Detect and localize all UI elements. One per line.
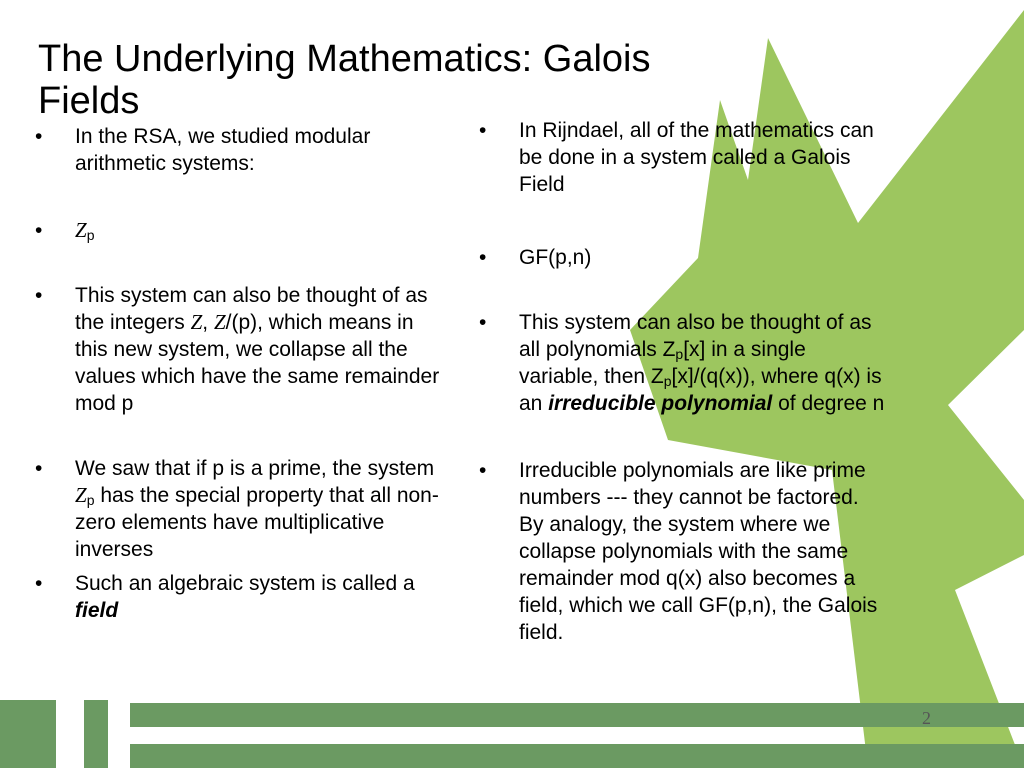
bullet-text: This system can also be thought of as all polynomials Z	[519, 311, 872, 361]
bullet-irreducible-primes	[476, 457, 888, 646]
bullet-text: has the special property that all non-zero elements have multiplicative inverses	[75, 484, 439, 561]
bullet-text: [x]/(q(x)), where q(x) is an	[519, 365, 882, 415]
bullet-field	[32, 570, 447, 624]
z-symbol: Z	[190, 310, 203, 334]
bullet-rsa-modular	[32, 123, 447, 177]
bullet-text: Irreducible polynomials are like prime numbers --- they cannot be factored. By analogy, the system where we collapse polynomials with the same remainder mod q(x) also becomes a field, which we call GF(p,n), the Galois field.	[519, 459, 878, 644]
right-column	[476, 117, 888, 684]
bullet-text: of degree n	[772, 392, 885, 415]
bullet-text: Such an algebraic system is called a	[75, 572, 415, 595]
z-symbol: Z	[75, 218, 87, 242]
bullet-zp	[32, 217, 447, 244]
bullet-integers-mod-p	[32, 282, 447, 417]
field-emphasis: field	[75, 599, 119, 622]
subscript-p: p	[675, 346, 684, 362]
slide-title: The Underlying Mathematics: Galois Fields	[38, 38, 651, 122]
z-symbol: Z	[75, 483, 87, 507]
bullet-gf-pn	[476, 244, 888, 271]
subscript-p: p	[86, 492, 95, 508]
bullet-text: We saw that if p is a prime, the system	[75, 457, 435, 480]
subscript-p: p	[663, 373, 672, 389]
bullet-polynomials	[476, 309, 888, 417]
irreducible-polynomial-emphasis: irreducible polynomial	[548, 392, 773, 415]
z-symbol: Z	[213, 310, 226, 334]
bullet-text: This system can also be thought of as the integers	[75, 284, 428, 334]
bullet-text: [x] in a single variable, then Z	[519, 338, 806, 388]
bottom-bars-decoration	[0, 700, 1024, 768]
slide-number: 2	[922, 708, 931, 728]
left-column	[32, 123, 447, 662]
comma-text: ,	[202, 311, 214, 334]
bullet-text: In the RSA, we studied modular arithmetic systems:	[75, 125, 371, 175]
bullet-text: In Rijndael, all of the mathematics can be done in a system called a Galois Field	[519, 119, 874, 196]
bullet-text: /(p), which means in this new system, we collapse all the values which have the same remainder mod p	[75, 311, 440, 415]
subscript-p: p	[86, 227, 95, 243]
bullet-rijndael	[476, 117, 888, 198]
bullet-prime-inverses	[32, 455, 447, 563]
bullet-text: GF(p,n)	[519, 246, 592, 269]
